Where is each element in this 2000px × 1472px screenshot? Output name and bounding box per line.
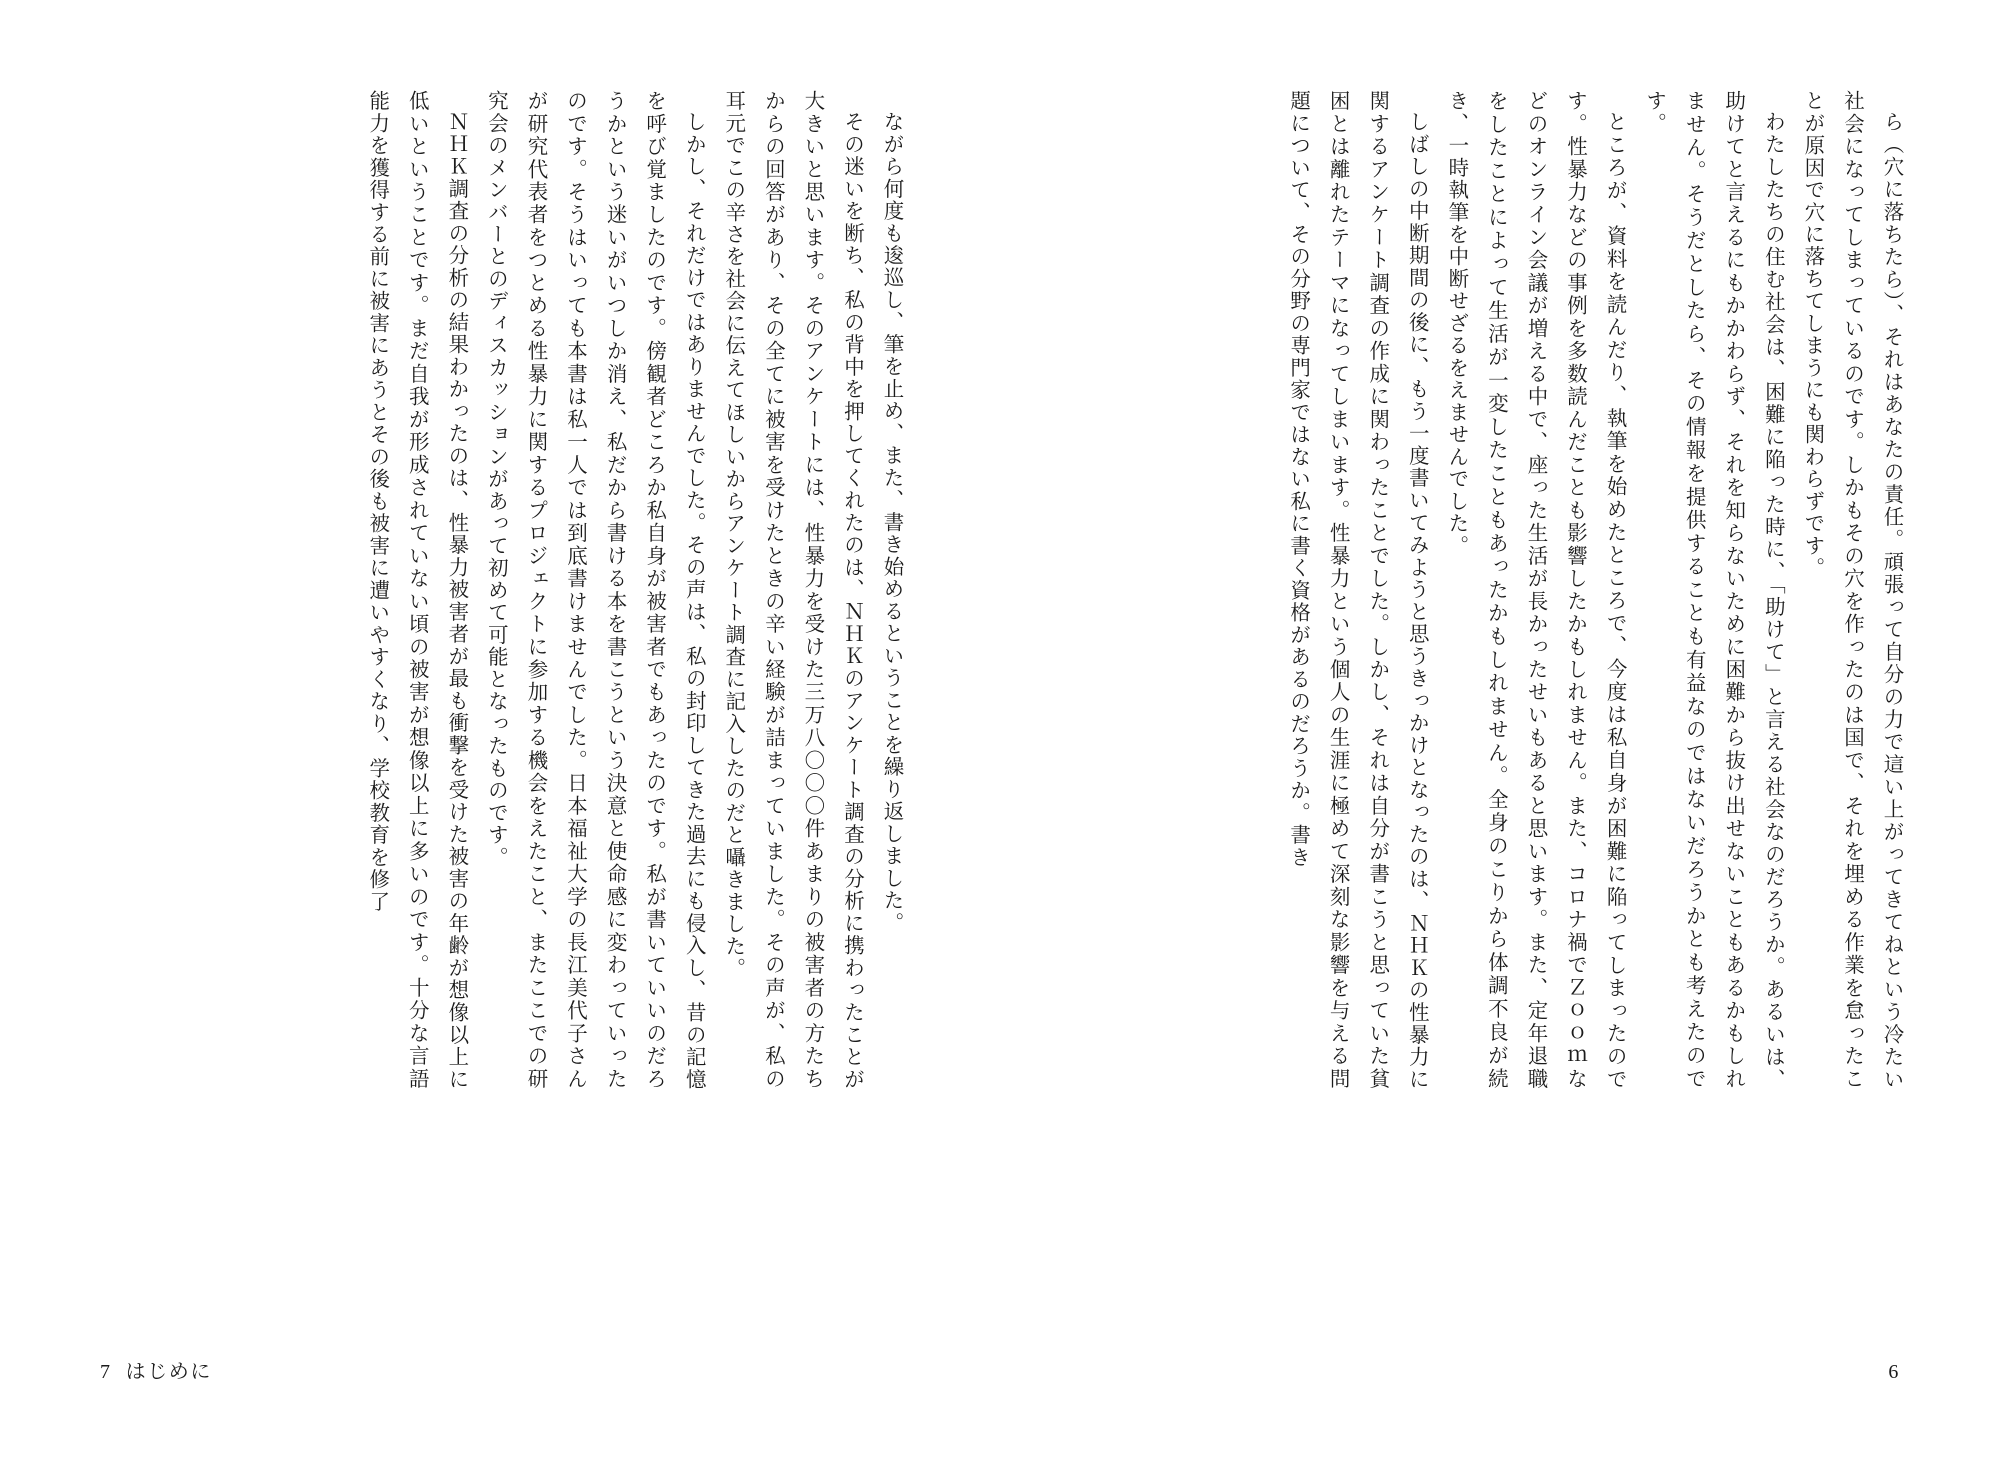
page-right xyxy=(1000,0,2000,1472)
page-number-left: 7 xyxy=(100,1361,112,1383)
paragraph: しばしの中断期間の後に、もう一度書いてみようと思うきっかけとなったのは、ＮＨＫの性暴力に関するアンケート調査の作成に関わったことでした。しかし、それは自分が書こうと思っていた貧困とは離れたテーマになってしまいます。性暴力という個人の生涯に極めて深刻な影響を与える問題について、その分野の専門家ではない私に書く資格があるのだろうか。書き xyxy=(1286,90,1428,1090)
paragraph: ら（穴に落ちたら）、それはあなたの責任。頑張って自分の力で這い上がってきてねという冷たい社会になってしまっているのです。しかもその穴を作ったのは国で、それを埋める作業を怠ったことが原因で穴に落ちてしまうにも関わらずです。 xyxy=(1800,90,1902,1090)
page-left-textblock xyxy=(70,90,910,1090)
page-number-right: 6 xyxy=(1888,1361,1900,1383)
chapter-title: はじめに xyxy=(125,1361,213,1383)
paragraph: ＮＨＫ調査の分析の結果わかったのは、性暴力被害者が最も衝撃を受けた被害の年齢が想像以上に低いということです。まだ自我が形成されていない頃の被害が想像以上に多いのです。十分な言語能力を獲得する前に被害にあうとその後も被害に遭いやすくなり、学校教育を修了 xyxy=(365,90,467,1090)
paragraph: しかし、それだけではありませんでした。その声は、私の封印してきた過去にも侵入し、昔の記憶を呼び覚ましたのです。傍観者どころか私自身が被害者でもあったのです。私が書いていいのだろうかという迷いがいつしか消え、私だから書ける本を書こうという決意と使命感に変わっていったのです。そうはいっても本書は私一人では到底書けませんでした。日本福祉大学の長江美代子さんが研究代表者をつとめる性暴力に関するプロジェクトに参加する機会をえたこと、またここでの研究会のメンバーとのディスカッションがあって初めて可能となったものです。 xyxy=(484,90,705,1090)
paragraph: わたしたちの住む社会は、困難に陥った時に、「助けて」と言える社会なのだろうか。あるいは、助けてと言えるにもかかわらず、それを知らないために困難から抜け出せないこともあるかもしれません。そうだとしたら、その情報を提供することも有益なのではないだろうかとも考えたのです。 xyxy=(1642,90,1784,1090)
paragraph: ながら何度も逡巡し、筆を止め、また、書き始めるということを繰り返しました。 xyxy=(880,110,902,934)
paragraph: ところが、資料を読んだり、執筆を始めたところで、今度は私自身が困難に陥ってしまったのです。性暴力などの事例を多数読んだことも影響したかもしれません。また、コロナ禍でＺｏｏｍなどのオンライン会議が増える中で、座った生活が長かったせいもあると思います。また、定年退職をしたことによって生活が一変したこともあったかもしれません。全身のこりから体調不良が続き、一時執筆を中断せざるをえませんでした。 xyxy=(1444,90,1626,1090)
page-right-textblock xyxy=(1080,90,1910,1090)
paragraph: その迷いを断ち、私の背中を押してくれたのは、ＮＨＫのアンケート調査の分析に携わったことが大きいと思います。そのアンケートには、性暴力を受けた三万八〇〇〇件あまりの被害者の方たちからの回答があり、その全てに被害を受けたときの辛い経験が詰まっていました。その声が、私の耳元でこの辛さを社会に伝えてほしいからアンケート調査に記入したのだと囁きました。 xyxy=(721,90,863,1090)
running-footer-left xyxy=(100,1355,212,1384)
